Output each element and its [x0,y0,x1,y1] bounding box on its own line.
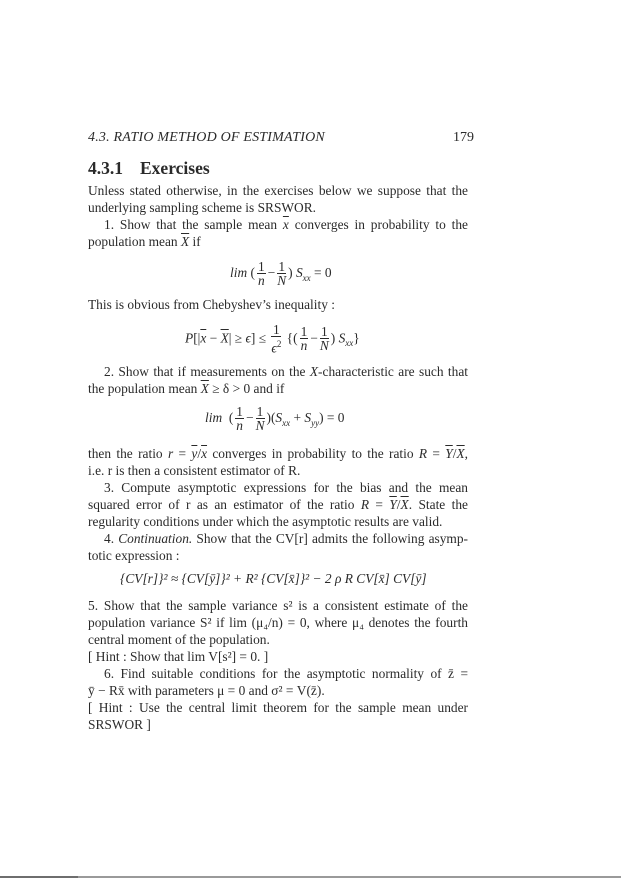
section-number: 4.3.1 [88,158,123,178]
exercise-3-line-3: regularity conditions under which the asymptotic results are valid. [88,514,443,529]
hint-6-line-1: [ Hint : Use the central limit theorem for the sample mean under [88,700,468,715]
hint-6-line-2: SRSWOR ] [88,717,151,732]
exercise-3-line-2: squared error of r as an estimator of the ratio $R = \overline{Y}/\overline{X}$. State the [88,497,468,512]
equation-lim-2: lim ( $\frac{1}{n}$ − $\frac{1}{N}$ )$(S_{xx} + S_{yy}) = 0$ [205,404,345,433]
exercise-2-line-3: then the ratio $r = \overline{y}/\overline{x}$ converges in probability to the ratio $R = \overline{Y}/\overline{X}$, [88,446,469,461]
exercise-5-line-1: 5. Show that the sample variance s² is a consistent estimate of the [88,598,468,613]
exercise-5-line-2: population variance S² if lim (μ₄/n) = 0, where μ₄ denotes the fourth [88,615,468,630]
exercise-2-line-4: i.e. r is then a consistent estimator of R. [88,463,301,478]
equation-3: {CV[r]}² ≈ {CV[ȳ]}² + R² {CV[x̄]}² − 2 ρ R CV[x̄] CV[ȳ] [120,571,427,586]
exercise-6-line-2: ȳ − Rx̄ with parameters μ = 0 and σ² = V(z̄). [88,683,325,698]
running-head: 4.3. RATIO METHOD OF ESTIMATION [88,130,325,145]
hint-5: [ Hint : Show that lim V[s²] = 0. ] [88,649,269,664]
chebyshev-line: This is obvious from Chebyshev’s inequality : [88,297,335,312]
intro-line-2: underlying sampling scheme is SRSWOR. [88,200,317,215]
exercise-2-line-1: 2. Show that if measurements on the X-characteristic are such that [104,364,468,379]
intro-line-1: Unless stated otherwise, in the exercises below we suppose that the [88,183,468,198]
exercise-1-line-2: population mean $\overline{X}$ if [88,234,201,249]
exercise-3-line-1: 3. Compute asymptotic expressions for the bias and the mean [104,480,468,495]
equation-2: $P[|\overline{x} - \overline{X}| \ge \epsilon]$ ≤ $\frac{1}{\epsilon^2}$ {( $\frac{1}{n}$ − $\frac{1}{N}$ ) $S_{xx}$} [185,322,360,356]
page-number: 179 [453,130,474,145]
exercise-2-line-2: the population mean $\overline{X} \ge \delta > 0$ and if [88,381,285,396]
section-title-text: Exercises [140,158,210,178]
exercise-4-line-1: 4. Continuation. Show that the CV[r] admits the following asymp- [104,531,468,546]
math-Xbar: $\overline{X}$ [180,234,190,249]
exercise-6-line-1: 6. Find suitable conditions for the asymptotic normality of z̄ = [104,666,468,681]
equation-1: lim ( $\frac{1}{n}$ − $\frac{1}{N}$ ) $S_{xx} = 0$ [230,259,332,288]
exercise-5-line-3: central moment of the population. [88,632,270,647]
math-xbar: $\overline{x}$ [282,217,289,232]
section-title [88,158,210,179]
exercise-1-line-1: 1. Show that the sample mean $\overline{x}$ converges in probability to the [104,217,468,232]
exercise-4-line-2: totic expression : [88,548,180,563]
